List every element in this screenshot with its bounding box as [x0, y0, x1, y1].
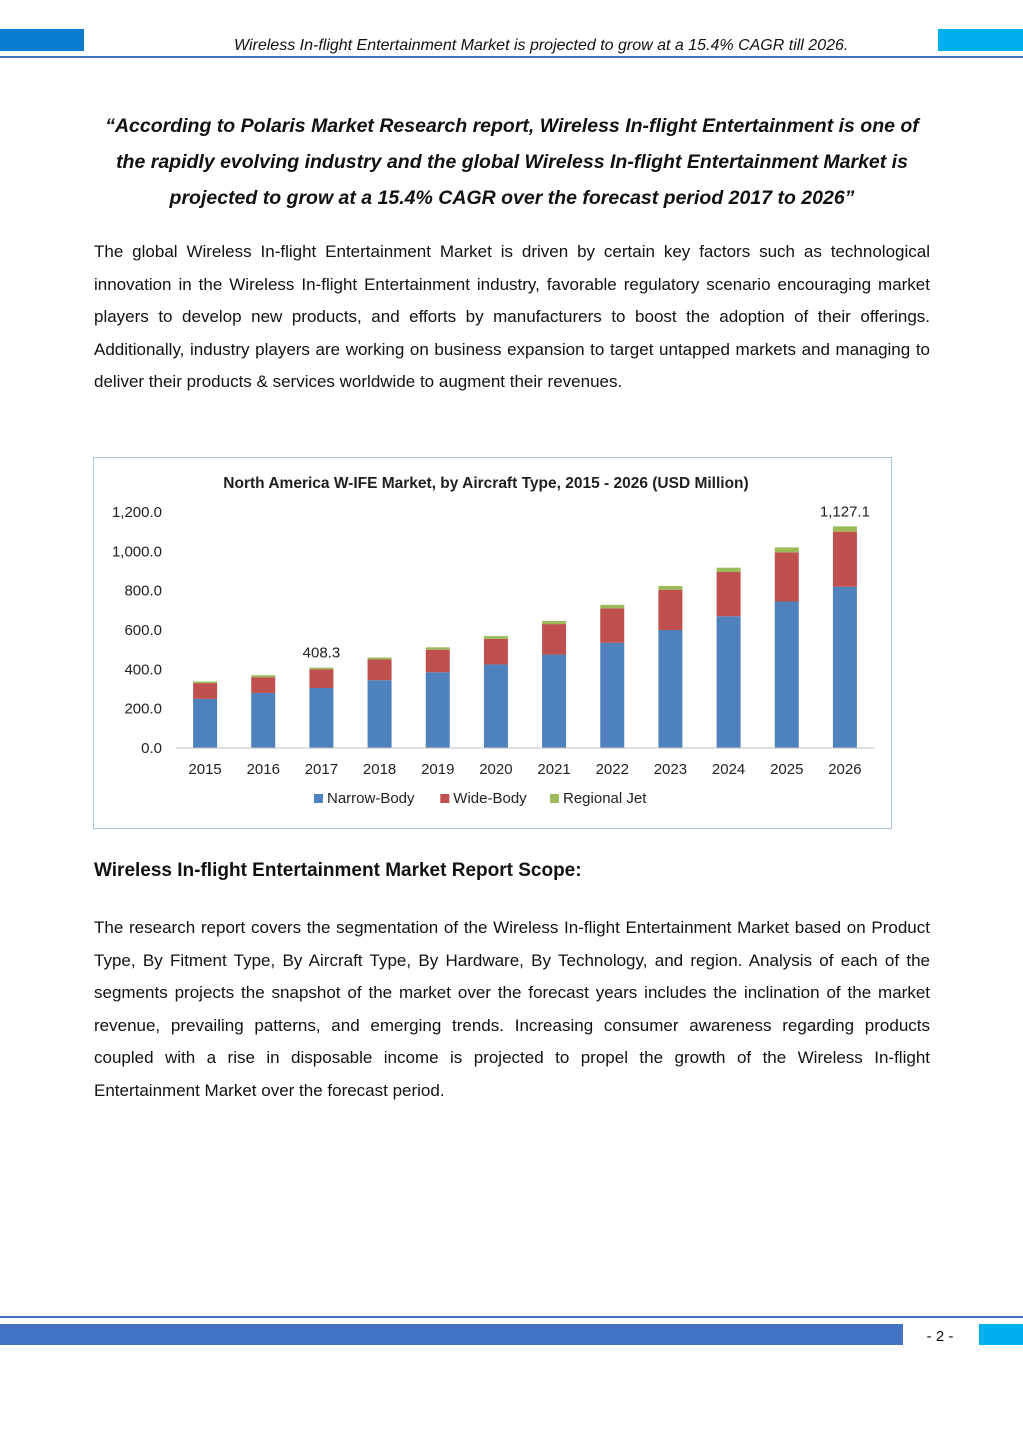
bar-segment-wide-body	[426, 650, 450, 673]
bar-segment-wide-body	[309, 669, 333, 688]
bar-segment-narrow-body	[368, 680, 392, 748]
x-tick-label: 2015	[188, 761, 222, 778]
x-tick-label: 2022	[595, 761, 629, 778]
legend-label: Narrow-Body	[327, 790, 415, 807]
y-tick-label: 200.0	[124, 700, 162, 718]
bar-segment-wide-body	[600, 608, 624, 642]
y-tick-label: 400.0	[124, 661, 162, 679]
x-tick-label: 2025	[770, 761, 804, 778]
bar-segment-regional-jet	[658, 586, 682, 590]
footer-bar	[0, 1324, 903, 1345]
x-tick-label: 2021	[537, 761, 571, 778]
bar-segment-narrow-body	[484, 664, 508, 748]
bar-segment-regional-jet	[484, 636, 508, 639]
legend-label: Wide-Body	[453, 790, 527, 807]
x-axis	[188, 761, 861, 778]
data-label: 408.3	[302, 644, 341, 662]
chart-title: North America W-IFE Market, by Aircraft Type, 2015 - 2026 (USD Million)	[223, 475, 749, 492]
x-tick-label: 2026	[828, 761, 862, 778]
bar-segment-wide-body	[193, 683, 217, 699]
x-tick-label: 2019	[421, 761, 455, 778]
bar-segment-narrow-body	[717, 616, 741, 748]
header-accent-block-right	[938, 29, 1023, 51]
bar-segment-wide-body	[717, 572, 741, 616]
bar-segment-wide-body	[368, 660, 392, 681]
intro-paragraph: The global Wireless In-flight Entertainment Market is driven by certain key factors such as technological innovation in the Wireless In-flight Entertainment industry, favorable regulatory scenario encouraging market players to develop new products, and efforts by manufacturers to boost the adoption of their offerings. Additionally, industry players are working on business expansion to target untapped markets and managing to deliver their products & services worldwide to augment their revenues.	[94, 242, 930, 392]
legend-swatch	[314, 794, 323, 803]
page-number: - 2 -	[926, 1328, 954, 1345]
bar-segment-wide-body	[833, 532, 857, 587]
bar-segment-narrow-body	[193, 699, 217, 748]
y-tick-label: 800.0	[124, 582, 162, 600]
x-tick-label: 2017	[304, 761, 339, 778]
legend	[314, 790, 647, 807]
bar-segment-narrow-body	[309, 688, 333, 748]
bar-segment-wide-body	[658, 590, 682, 630]
bar-segment-regional-jet	[775, 547, 799, 552]
x-tick-label: 2023	[653, 761, 688, 778]
bar-segment-narrow-body	[658, 630, 682, 748]
chart-figure	[93, 457, 892, 829]
header-accent-block-left	[0, 29, 84, 51]
bar-segment-wide-body	[775, 552, 799, 601]
x-tick-label: 2024	[711, 761, 746, 778]
bar-segment-regional-jet	[600, 605, 624, 609]
section-heading: Wireless In-flight Entertainment Market Report Scope:	[94, 860, 582, 881]
x-tick-label: 2020	[479, 761, 513, 778]
stacked-bar-chart	[94, 458, 891, 828]
footer-accent-block	[979, 1324, 1023, 1345]
bar-segment-regional-jet	[426, 647, 450, 649]
y-tick-label: 600.0	[124, 622, 162, 639]
bar-segment-narrow-body	[833, 587, 857, 748]
y-tick-label: 1,200.0	[111, 504, 162, 521]
bar-segment-narrow-body	[600, 643, 624, 748]
bar-segment-wide-body	[542, 624, 566, 654]
bar-segment-wide-body	[484, 639, 508, 665]
bar-segment-regional-jet	[368, 658, 392, 660]
bar-segment-regional-jet	[717, 568, 741, 572]
footer-rule	[0, 1316, 1023, 1318]
header-title: Wireless In-flight Entertainment Market is projected to grow at a 15.4% CAGR till 2026.	[234, 37, 849, 54]
bar-segment-regional-jet	[833, 526, 857, 531]
bar-segment-regional-jet	[309, 668, 333, 670]
bars	[193, 526, 857, 748]
bar-segment-narrow-body	[542, 655, 566, 748]
y-axis	[112, 504, 162, 757]
bar-segment-narrow-body	[426, 672, 450, 748]
bar-segment-regional-jet	[542, 621, 566, 624]
bar-segment-narrow-body	[775, 601, 799, 748]
y-tick-label: 1,000.0	[111, 543, 162, 561]
legend-label: Regional Jet	[563, 790, 647, 807]
bar-segment-regional-jet	[251, 675, 275, 677]
bar-segment-wide-body	[251, 677, 275, 693]
y-tick-label: 0.0	[141, 740, 162, 757]
pull-quote: “According to Polaris Market Research report, Wireless In-flight Entertainment is one of the rapidly evolving industry and the global Wireless In-flight Entertainment Market is projected to grow at a 15.4% CAGR over the forecast period 2017 to 2026”	[105, 115, 919, 209]
data-label: 1,127.1	[819, 503, 870, 521]
x-tick-label: 2016	[246, 761, 280, 778]
legend-swatch	[550, 794, 559, 803]
legend-swatch	[440, 794, 449, 803]
header-rule	[0, 56, 1023, 58]
bar-segment-narrow-body	[251, 693, 275, 748]
bar-segment-regional-jet	[193, 682, 217, 684]
scope-paragraph: The research report covers the segmentation of the Wireless In-flight Entertainment Market based on Product Type, By Fitment Type, By Aircraft Type, By Hardware, By Technology, and region. Analysis of each of the segments projects the snapshot of the market over the forecast years includes the inclination of the market revenue, prevailing patterns, and emerging trends. Increasing consumer awareness regarding products coupled with a rise in disposable income is projected to propel the growth of the Wireless In-flight Entertainment Market over the forecast period.	[94, 918, 930, 1100]
x-tick-label: 2018	[362, 761, 397, 778]
